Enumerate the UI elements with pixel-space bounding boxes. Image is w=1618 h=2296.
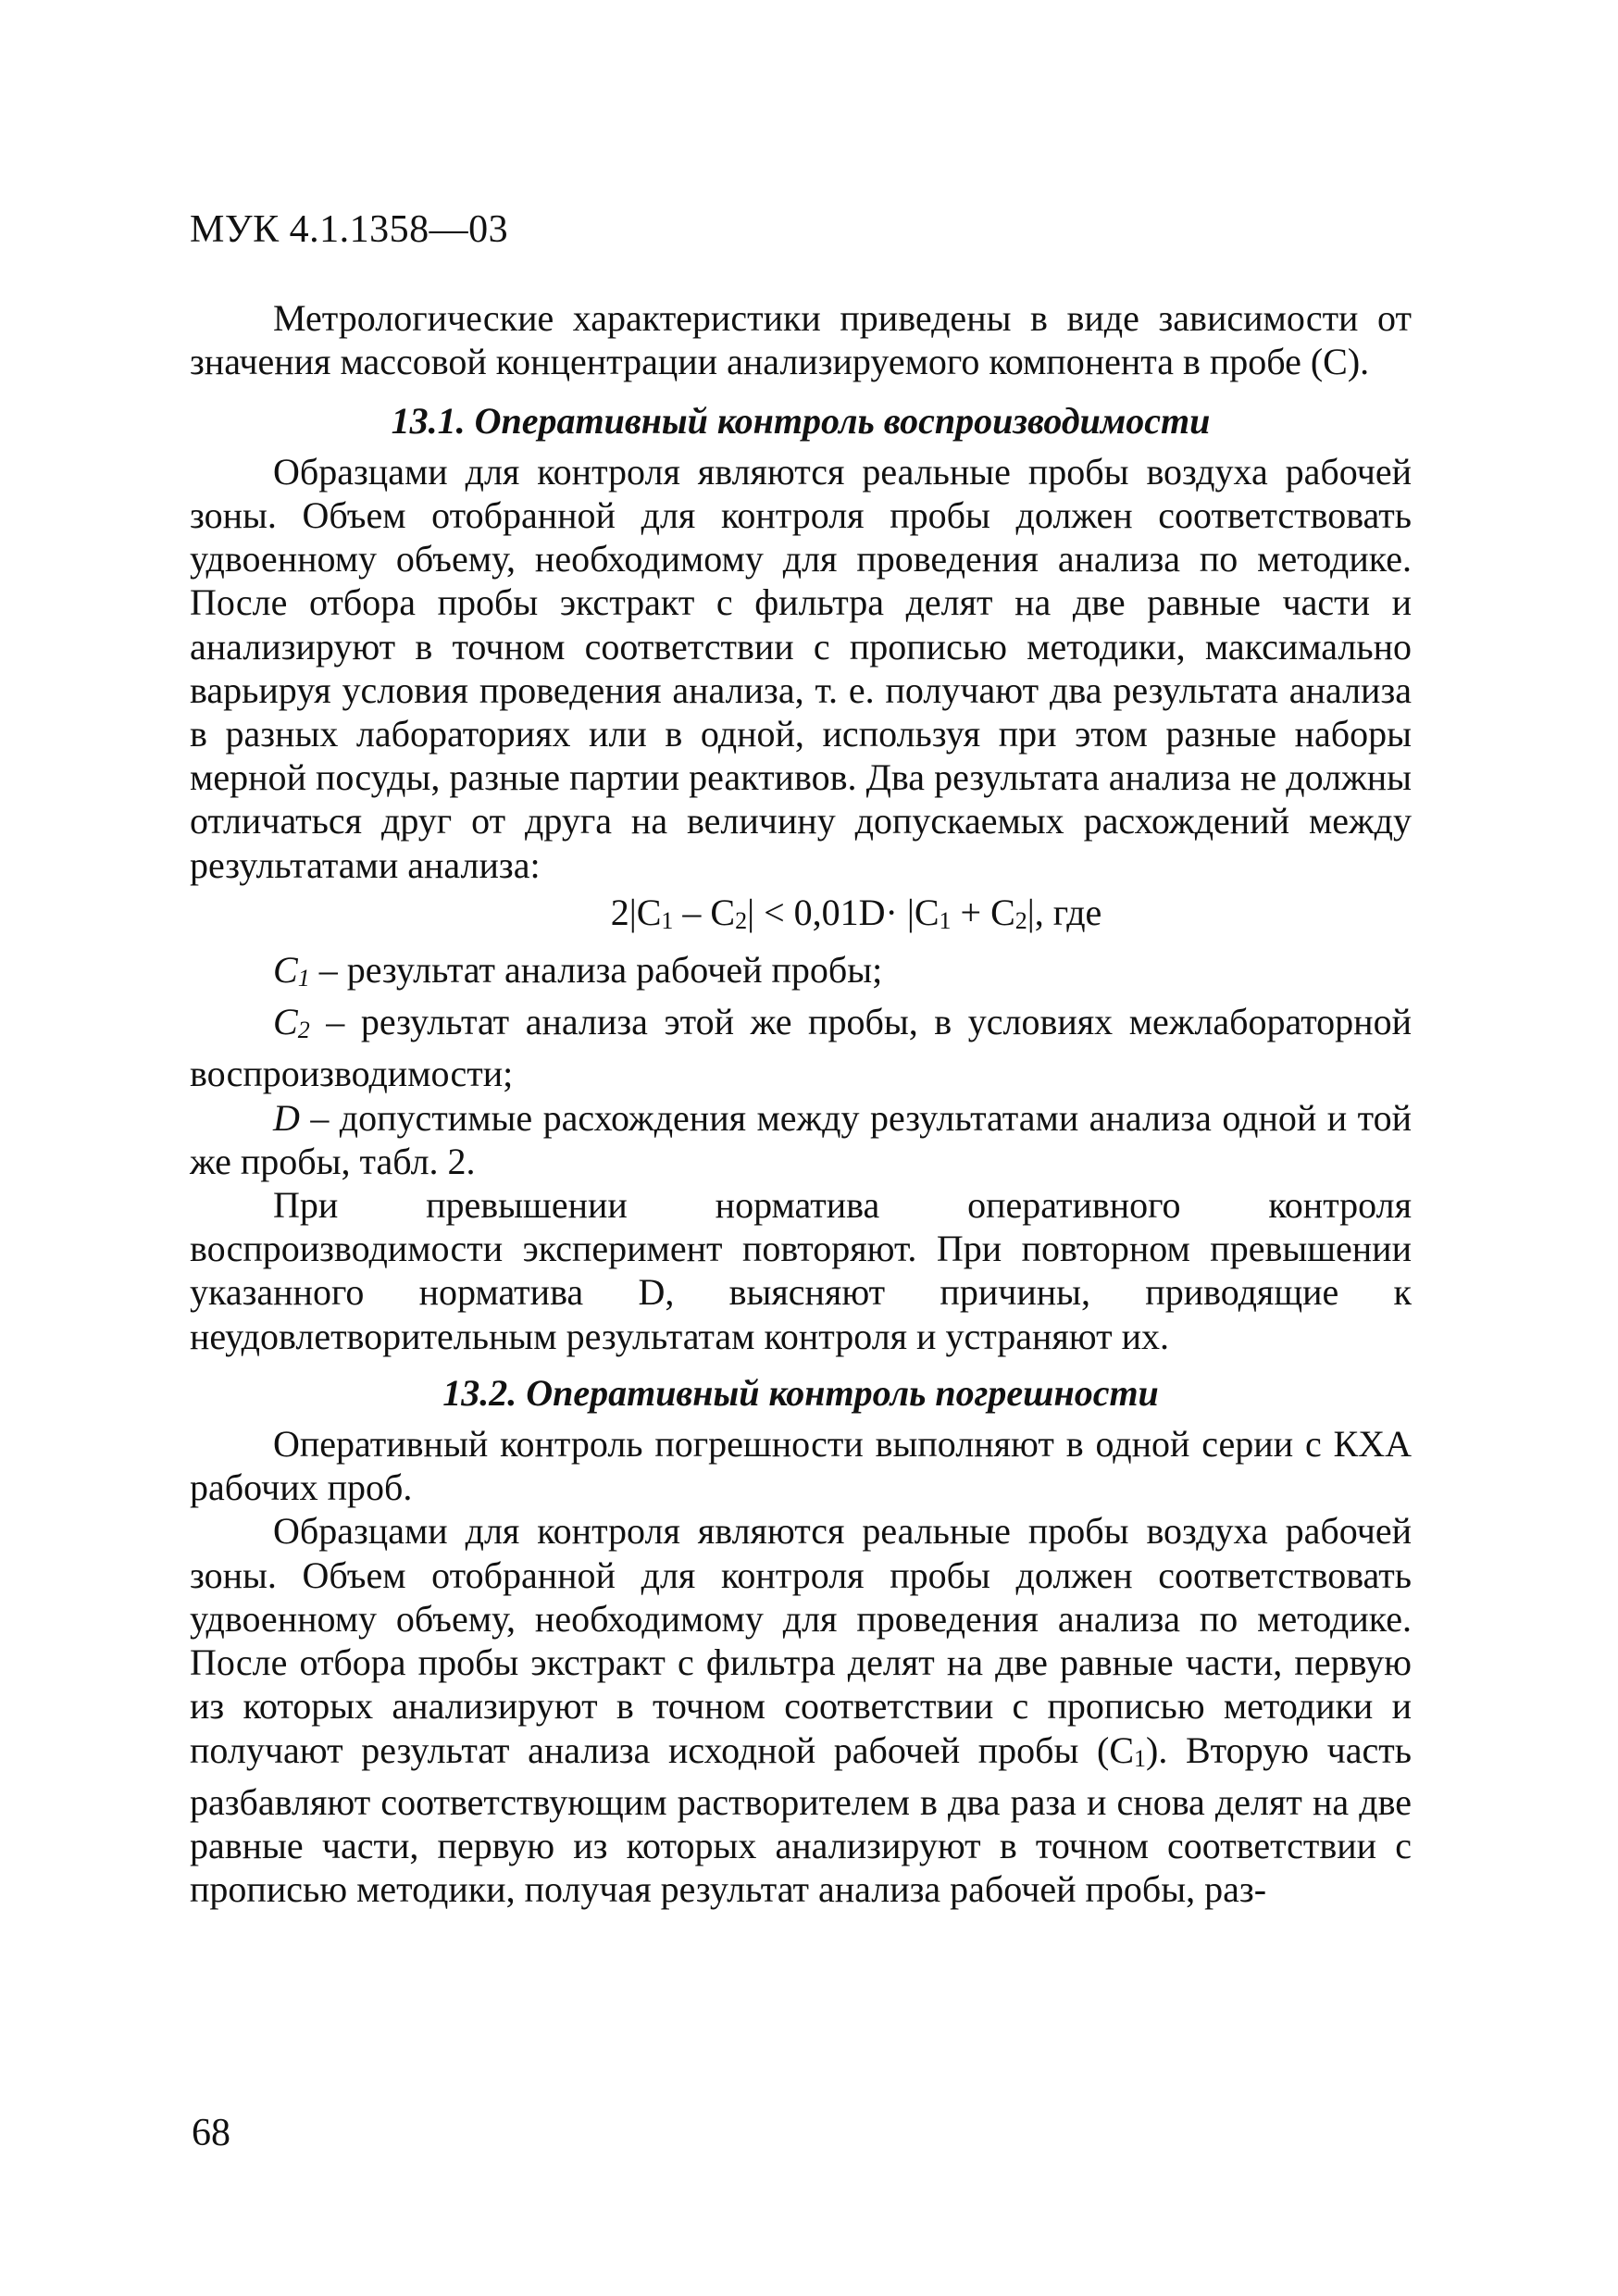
definition-text: – допустимые расхождения между результатами анализа одной и той же пробы, табл. 2.: [190, 1096, 1412, 1182]
document-code: МУК 4.1.1358—03: [190, 208, 509, 251]
formula-part: |, где: [1027, 891, 1102, 933]
variable-subscript: 1: [297, 965, 310, 992]
section-13-2-paragraph-1: Оперативный контроль погрешности выполняют в одной серии с КХА рабочих проб.: [190, 1423, 1412, 1509]
section-13-1-paragraph-1: Образцами для контроля являются реальные пробы воздуха рабочей зоны. Объем отобранной для контроля пробы должен соответствовать удвоенному объему, необходимому для проведения анализа по методике. После отбора пробы экстракт с фильтра делят на две равные части и анализируют в точном соответствии с прописью методики, максимально варьируя условия проведения анализа, т. е. получают два результата анализа в разных лабораториях или в одной, используя при этом разные наборы мерной посуды, разные партии реактивов. Два результата анализа не должны отличаться друг от друга на величину допускаемых расхождений между результатами анализа:: [190, 450, 1412, 886]
variable-symbol: D: [273, 1096, 300, 1139]
formula-part: – C: [673, 891, 736, 933]
definition-text: – результат анализа этой же пробы, в условиях межлабораторной воспроизводимости;: [190, 1001, 1412, 1095]
formula-subscript: 2: [1014, 906, 1027, 934]
document-page: [190, 208, 1412, 1911]
formula-part: 2|C: [610, 891, 662, 933]
formula-subscript: 2: [735, 906, 748, 934]
variable-symbol: C: [273, 1001, 298, 1043]
page-number: 68: [192, 2112, 230, 2154]
definition-c2: [190, 1000, 1412, 1095]
section-13-1-paragraph-2: При превышении норматива оперативного контроля воспроизводимости эксперимент повторяют. При повторном превышении указанного норматива D, выясняют причины, приводящие к неудовлетворительным результатам контроля и устраняют их.: [190, 1184, 1412, 1357]
intro-paragraph: Метрологические характеристики приведены в виде зависимости от значения массовой концентрации анализируемого компонента в пробе (С).: [190, 297, 1412, 383]
definition-text: – результат анализа рабочей пробы;: [309, 949, 883, 992]
definition-d: [190, 1096, 1412, 1183]
variable-symbol: C: [273, 949, 298, 992]
formula-subscript: 1: [661, 906, 674, 934]
paragraph-subscript: 1: [1134, 1744, 1147, 1772]
formula-part: | < 0,01D· |C: [747, 891, 940, 933]
definition-c1: [190, 948, 1412, 1000]
paragraph-text: ). Вторую часть разбавляют соответствующим растворителем в два раза и снова делят на две равные части, первую из которых анализируют в точном соответствии с прописью методики, получая результат анализа рабочей пробы, раз-: [190, 1728, 1412, 1911]
section-13-1-heading: 13.1. Оперативный контроль воспроизводимости: [391, 399, 1211, 442]
section-13-2-paragraph-2: [190, 1509, 1412, 1911]
formula-subscript: 1: [939, 906, 952, 934]
section-13-2-heading: 13.2. Оперативный контроль погрешности: [442, 1371, 1159, 1414]
formula-part: + C: [951, 891, 1015, 933]
paragraph-text: Образцами для контроля являются реальные пробы воздуха рабочей зоны. Объем отобранной для контроля пробы должен соответствовать удвоенному объему, необходимому для проведения анализа по методике. После отбора пробы экстракт с фильтра делят на две равные части, первую из которых анализируют в точном соответствии с прописью методики и получают результат анализа исходной рабочей пробы (C: [190, 1510, 1412, 1771]
reproducibility-formula: [301, 891, 1412, 942]
variable-subscript: 2: [297, 1017, 310, 1044]
